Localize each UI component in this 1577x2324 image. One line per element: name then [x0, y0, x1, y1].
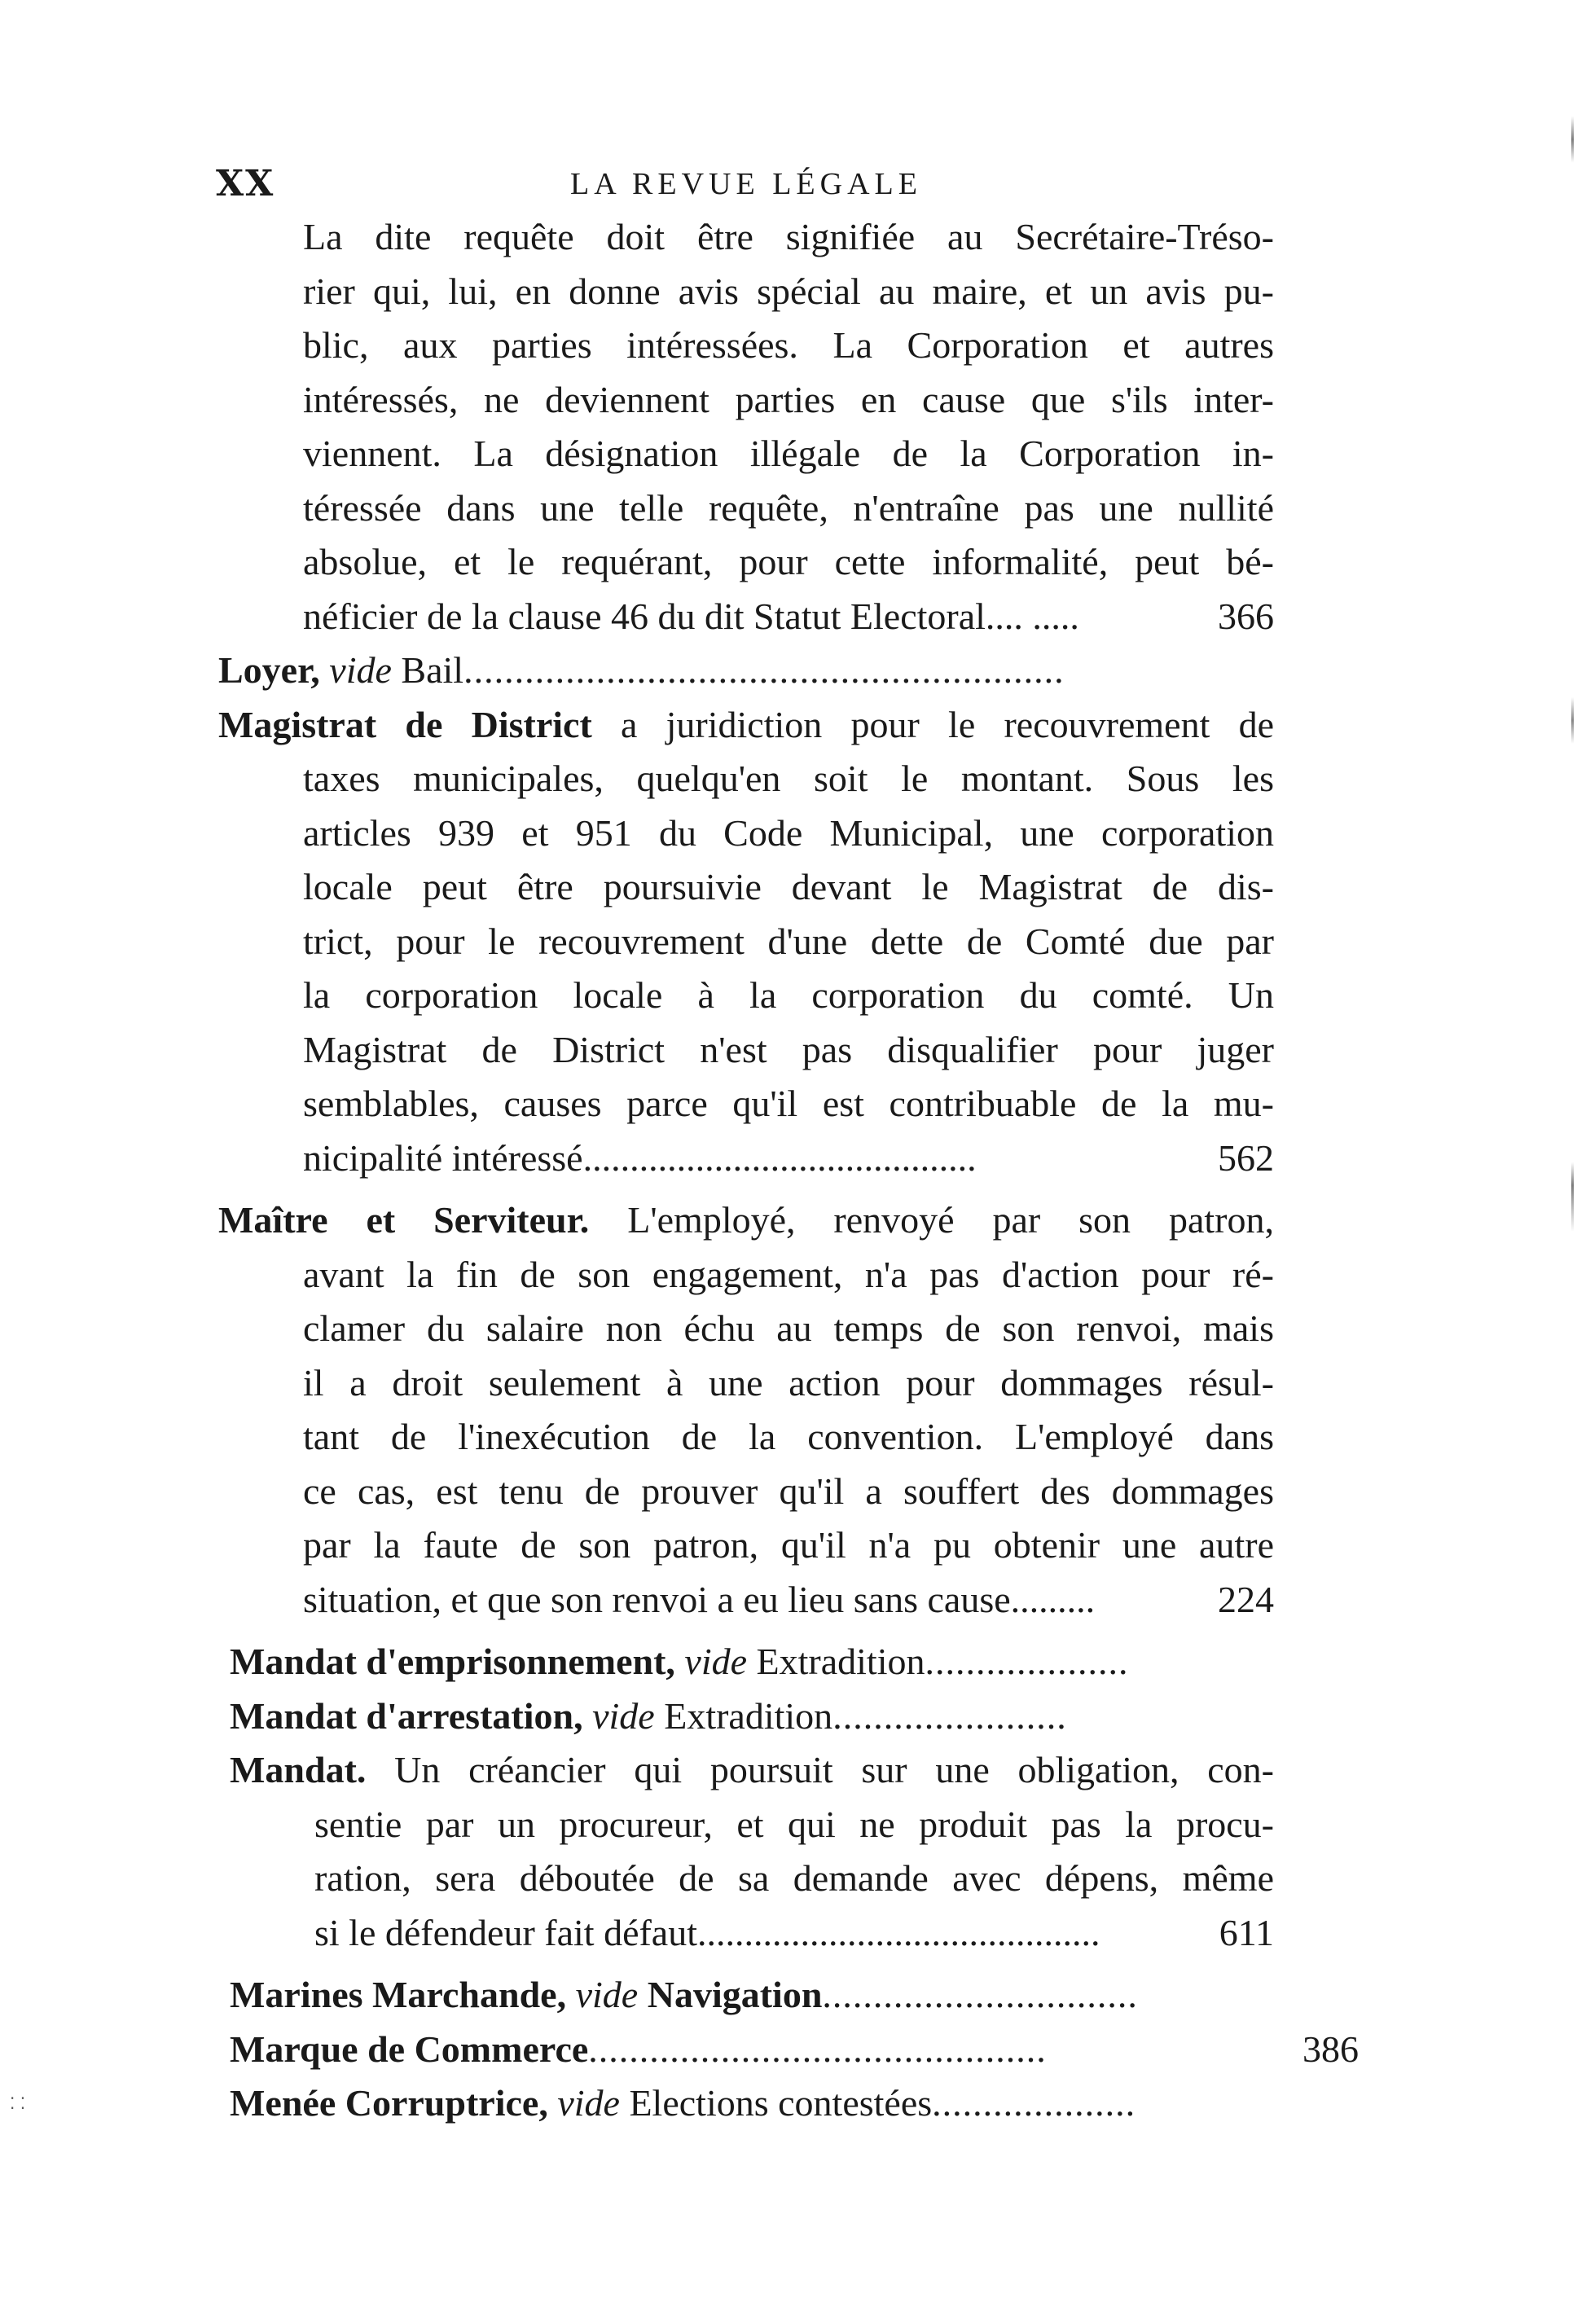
- entry-term: Magistrat de District: [218, 703, 592, 745]
- entry-line: par la faute de son patron, qu'il n'a pu obtenir une autre: [303, 1524, 1274, 1566]
- entry-term: Mandat.: [230, 1749, 367, 1790]
- page-reference: 386: [1302, 2027, 1359, 2070]
- index-entry-mandat-arrestation: [218, 1689, 1359, 1744]
- running-title: LA REVUE LÉGALE: [570, 167, 922, 201]
- entry-line: [230, 2076, 1359, 2131]
- page-reference: 611: [1219, 1911, 1274, 1953]
- cross-reference: Elections contestées: [629, 2082, 933, 2124]
- dot-leader: ...........................................................: [463, 649, 1065, 691]
- index-entry-maitre-serviteur: [218, 1193, 1274, 1627]
- index-entry-loyer: [218, 644, 1359, 698]
- index-entry-magistrat: [218, 698, 1274, 1186]
- page-number: XX: [216, 163, 275, 204]
- entry-term: Marines Marchande,: [230, 1974, 567, 2015]
- entry-line: [218, 644, 1359, 698]
- dot-leader: ....................: [932, 2082, 1136, 2124]
- entry-text: a juridiction pour le recouvrement de: [591, 703, 1274, 745]
- vide-label: vide: [557, 2082, 620, 2124]
- entry-line: rier qui, lui, en donne avis spécial au maire, et un avis pu-: [303, 270, 1274, 312]
- entry-line: ration, sera déboutée de sa demande avec dépens, même: [314, 1857, 1274, 1899]
- scan-edge-mark: [1571, 0, 1574, 2324]
- entry-term: Loyer,: [218, 649, 320, 691]
- page-reference: 224: [1218, 1578, 1274, 1620]
- entry-line: [230, 1635, 1359, 1689]
- entry-line: [218, 698, 1274, 753]
- entry-term: Mandat d'arrestation,: [230, 1694, 583, 1737]
- entry-line: absolue, et le requérant, pour cette informalité, peut bé-: [303, 541, 1274, 582]
- entry-line: [230, 1743, 1274, 1798]
- index-entry-continuation: [218, 210, 1274, 644]
- cross-reference: Extradition: [756, 1641, 925, 1682]
- entry-term: Marque de Commerce: [230, 2027, 589, 2070]
- entry-line: semblables, causes parce qu'il est contribuable de la mu-: [303, 1083, 1274, 1124]
- entry-line: téressée dans une telle requête, n'entraîne pas une nullité: [303, 486, 1274, 529]
- entry-line: ce cas, est tenu de prouver qu'il a souffert des dommages: [303, 1470, 1274, 1512]
- entry-term: Mandat d'emprisonnement,: [230, 1641, 675, 1682]
- cross-reference: Extradition: [664, 1694, 833, 1737]
- page-reference: 562: [1218, 1136, 1274, 1179]
- vide-label: vide: [575, 1974, 639, 2015]
- vide-label: vide: [684, 1641, 748, 1682]
- dot-leader: ....................: [925, 1641, 1129, 1682]
- entry-text: L'employé, renvoyé par son patron,: [589, 1199, 1274, 1241]
- entry-line: il a droit seulement à une action pour dommages résul-: [303, 1361, 1274, 1404]
- entry-line: tant de l'inexécution de la convention. L'employé dans: [303, 1416, 1274, 1457]
- index-entry-marines-marchande: [218, 1968, 1359, 2023]
- entry-line: clamer du salaire non échu au temps de son renvoi, mais: [303, 1307, 1274, 1349]
- index-entry-menee-corruptrice: [218, 2076, 1359, 2131]
- index-entry-mandat-emprisonnement: [218, 1635, 1359, 1689]
- entry-line: [230, 1968, 1359, 2023]
- vide-label: vide: [329, 649, 392, 691]
- entry-term: Menée Corruptrice,: [230, 2082, 548, 2124]
- vide-label: vide: [592, 1694, 655, 1737]
- entry-line: articles 939 et 951 du Code Municipal, une corporation: [303, 811, 1274, 854]
- index-entry-mandat: [218, 1743, 1274, 1960]
- entry-line: trict, pour le recouvrement d'une dette de Comté due par: [303, 920, 1274, 962]
- entry-line: locale peut être poursuivie devant le Magistrat de dis-: [303, 866, 1274, 907]
- entry-line: sentie par un procureur, et qui ne produit pas la procu-: [314, 1803, 1274, 1845]
- entry-line: la corporation locale à la corporation du comté. Un: [303, 974, 1274, 1016]
- entry-line: néficier de la clause 46 du dit Statut Electoral.... .....: [303, 595, 1079, 637]
- entry-line: si le défendeur fait défaut...........................................: [314, 1911, 1100, 1953]
- entry-line: Magistrat de District n'est pas disqualifier pour juger: [303, 1028, 1274, 1070]
- entry-line: avant la fin de son engagement, n'a pas d'action pour ré-: [303, 1253, 1274, 1295]
- dot-leader: ...............................: [822, 1974, 1138, 2015]
- cross-reference: Navigation: [647, 1974, 823, 2015]
- entry-line: [230, 2023, 1359, 2077]
- entry-line: [230, 1689, 1359, 1744]
- entry-line: La dite requête doit être signifiée au Secrétaire-Tréso-: [303, 216, 1274, 257]
- entry-line: nicipalité intéressé..........................................: [303, 1136, 977, 1179]
- entry-line: taxes municipales, quelqu'en soit le montant. Sous les: [303, 758, 1274, 799]
- index-entry-marque-commerce: [218, 2023, 1359, 2077]
- entry-line: situation, et que son renvoi a eu lieu sans cause.........: [303, 1578, 1096, 1620]
- index-entries: [218, 210, 1359, 2131]
- entry-text: Un créancier qui poursuit sur une obligation, con-: [366, 1749, 1274, 1790]
- scan-speck: ⁚ ⁚: [10, 2093, 26, 2113]
- page-reference: 366: [1218, 595, 1274, 637]
- cross-reference: Bail: [401, 649, 464, 691]
- entry-line: [218, 1193, 1274, 1248]
- dot-leader: .......................: [832, 1694, 1067, 1737]
- entry-line: intéressés, ne deviennent parties en cause que s'ils inter-: [303, 378, 1274, 420]
- entry-line: blic, aux parties intéressées. La Corporation et autres: [303, 324, 1274, 366]
- entry-term: Maître et Serviteur.: [218, 1199, 590, 1241]
- dot-leader: .............................................: [588, 2027, 1047, 2070]
- entry-line: viennent. La désignation illégale de la Corporation in-: [303, 433, 1274, 474]
